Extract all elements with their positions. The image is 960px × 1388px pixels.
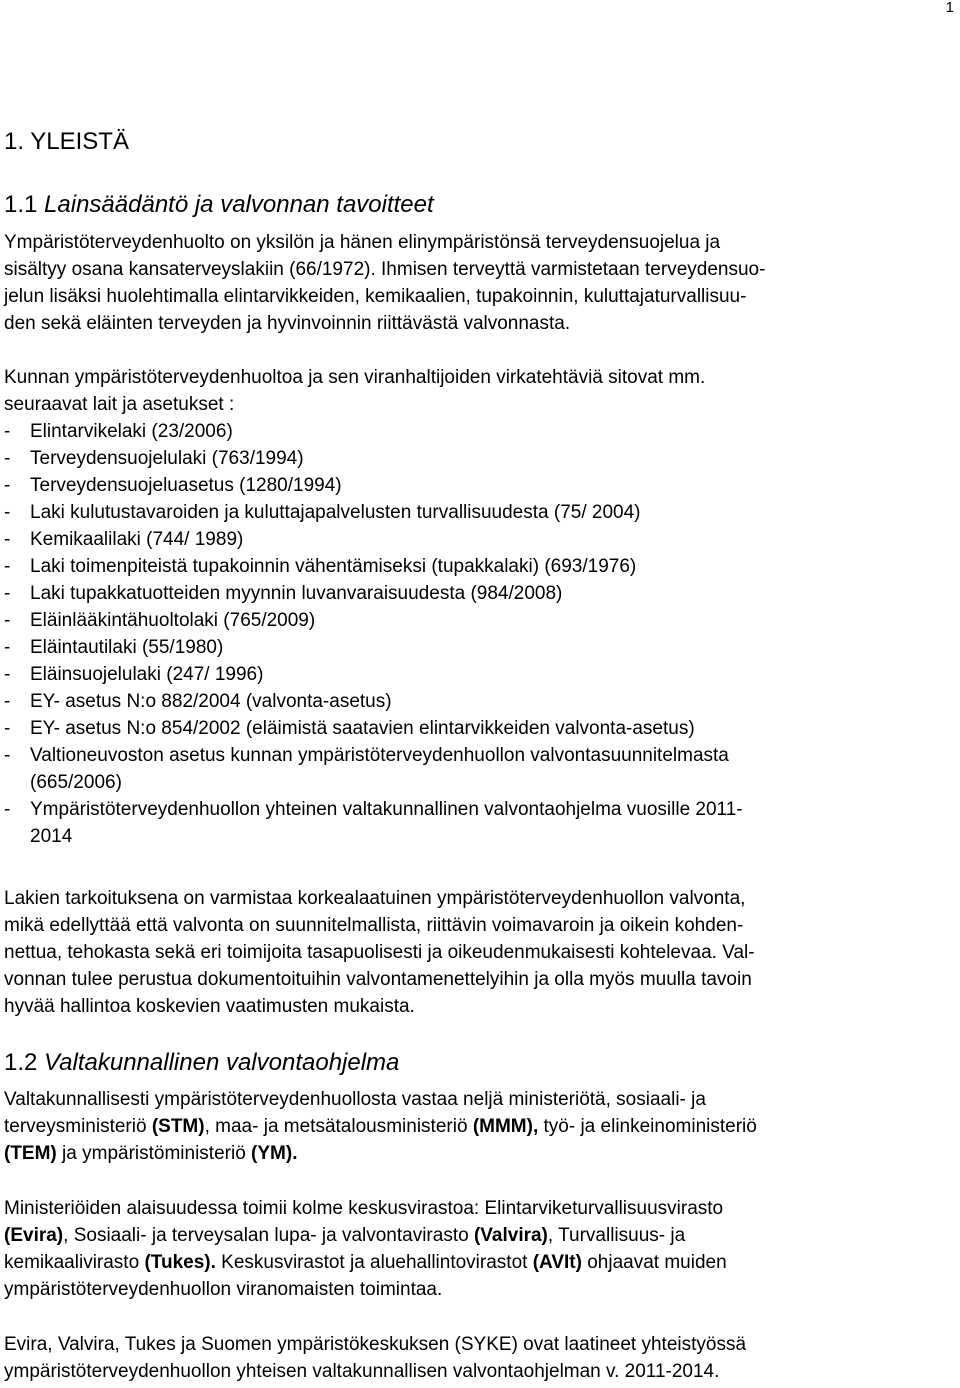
list-item: - Laki kulutustavaroiden ja kuluttajapalvelusten turvallisuudesta (75/ 2004) [4,502,641,523]
text-line: hyvää hallintoa koskevien vaatimusten mukaista. [4,996,415,1017]
text-line: nettua, tehokasta sekä eri toimijoita tasapuolisesti ja oikeudenmukaisesti kohtelevaa. Val- [4,942,755,963]
list-item: - Valtioneuvoston asetus kunnan ympäristöterveydenhuollon valvontasuunnitelmasta [4,745,729,766]
list-item: - Laki tupakkatuotteiden myynnin luvanvaraisuudesta (984/2008) [4,583,563,604]
paragraph-ministries [4,1086,954,1167]
text-line: seuraavat lait ja asetukset : [4,394,235,415]
section-number: 1.2 [4,1049,38,1076]
text-line: jelun lisäksi huolehtimalla elintarvikkeiden, kemikaalien, tupakoinnin, kuluttajaturvallisuu- [4,286,747,307]
section-number: 1.1 [4,191,38,218]
list-item: - EY- asetus N:o 854/2002 (eläimistä saatavien elintarvikkeiden valvonta-asetus) [4,718,695,739]
list-item: - EY- asetus N:o 882/2004 (valvonta-asetus) [4,691,392,712]
list-item: - Eläinlääkintähuoltolaki (765/2009) [4,610,316,631]
text-line: Evira, Valvira, Tukes ja Suomen ympäristökeskuksen (SYKE) ovat laatineet yhteistyössä [4,1334,747,1355]
list-item: - Ympäristöterveydenhuollon yhteinen valtakunnallinen valvontaohjelma vuosille 2011- [4,799,743,820]
list-item: - Terveydensuojelulaki (763/1994) [4,448,304,469]
list-item: - Eläinsuojelulaki (247/ 1996) [4,664,264,685]
paragraph-agencies [4,1195,954,1303]
section-title: Lainsäädäntö ja valvonnan tavoitteet [44,191,434,218]
section-title: Valtakunnallinen valvontaohjelma [44,1049,400,1076]
text-line: Ympäristöterveydenhuolto on yksilön ja hänen elinympäristönsä terveydensuojelua ja [4,232,721,253]
text-line: sisältyy osana kansaterveyslakiin (66/1972). Ihmisen terveyttä varmistetaan terveydensuo- [4,259,766,280]
text-line: Valtakunnallisesti ympäristöterveydenhuollosta vastaa neljä ministeriötä, sosiaali- ja [4,1089,706,1110]
text-line: Kunnan ympäristöterveydenhuoltoa ja sen viranhaltijoiden virkatehtäviä sitovat mm. [4,367,706,388]
text-line: ympäristöterveydenhuollon viranomaisten toimintaa. [4,1279,443,1300]
paragraph-program [4,1331,954,1385]
heading-yleista: 1. YLEISTÄ [4,128,129,155]
heading-section-1-2 [4,1048,399,1078]
list-item: - Eläintautilaki (55/1980) [4,637,224,658]
text-line: kemikaalivirasto (Tukes). Keskusvirastot ja aluehallintovirastot (AVIt) ohjaavat muiden [4,1252,727,1273]
list-item: - Laki toimenpiteistä tupakoinnin vähentämiseksi (tupakkalaki) (693/1976) [4,556,637,577]
text-line: terveysministeriö (STM), maa- ja metsätalousministeriö (MMM), työ- ja elinkeinoministeriö [4,1116,757,1137]
text-line: den sekä eläinten terveyden ja hyvinvoinnin riittävästä valvonnasta. [4,313,571,334]
list-item: - Kemikaalilaki (744/ 1989) [4,529,244,550]
list-item: - Terveydensuojeluasetus (1280/1994) [4,475,342,496]
text-line: mikä edellyttää että valvonta on suunnitelmallista, riittävin voimavaroin ja oikein kohden- [4,915,744,936]
list-item-continuation: 2014 [30,826,73,847]
paragraph-intro [4,229,954,337]
page-number: 1 [945,0,954,16]
text-line: (TEM) ja ympäristöministeriö (YM). [4,1143,298,1164]
text-line: Ministeriöiden alaisuudessa toimii kolme keskusvirastoa: Elintarviketurvallisuusvirasto [4,1198,724,1219]
list-item-continuation: (665/2006) [30,772,122,793]
heading-section-1-1 [4,190,434,220]
text-line: ympäristöterveydenhuollon yhteisen valtakunnallisen valvontaohjelman v. 2011-2014. [4,1361,720,1382]
text-line: vonnan tulee perustua dokumentoituihin valvontamenettelyihin ja olla myös muulla tavoin [4,969,752,990]
text-line: (Evira), Sosiaali- ja terveysalan lupa- ja valvontavirasto (Valvira), Turvallisuus- ja [4,1225,686,1246]
list-item: - Elintarvikelaki (23/2006) [4,421,233,442]
law-list [4,418,954,850]
text-line: Lakien tarkoituksena on varmistaa korkealaatuinen ympäristöterveydenhuollon valvonta, [4,888,746,909]
paragraph-purpose [4,885,954,1020]
paragraph-laws-intro [4,364,954,418]
